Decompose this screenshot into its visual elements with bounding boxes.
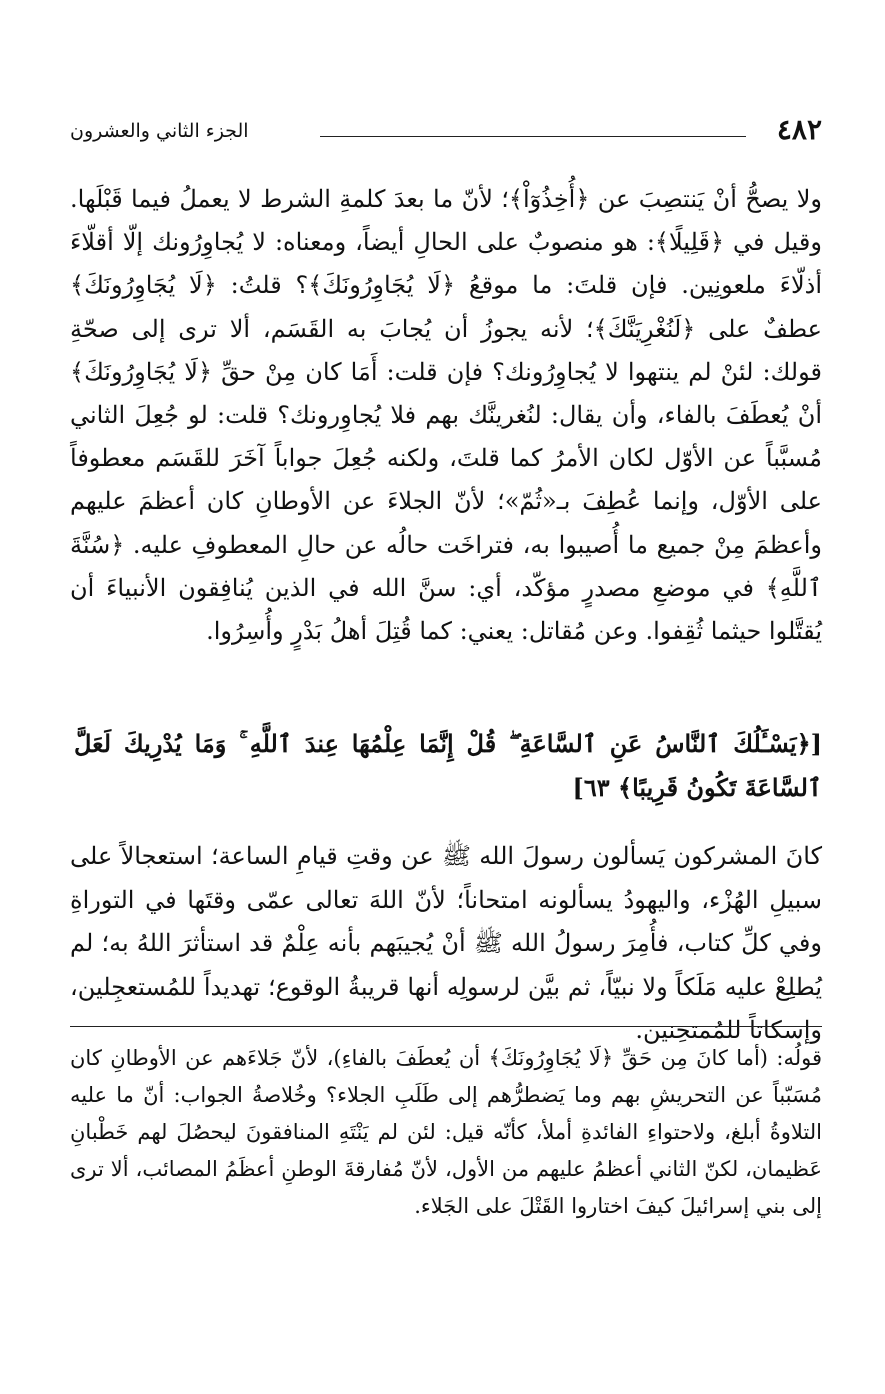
footnote-block [70,1040,822,1225]
commentary-block [70,835,822,1053]
footnote-divider [70,1026,822,1027]
commentary-paragraph: كانَ المشركون يَسألون رسولَ الله ﷺ عن وقتِ قيامِ الساعة؛ استعجالاً على سبيلِ الهُزْء، واليهودُ يسألونه امتحاناً؛ لأنّ اللهَ تعالى عمّى وقتَها في التوراةِ وفي كلِّ كتاب، فأُمِرَ رسولُ الله ﷺ أنْ يُجيبَهم بأنه عِلْمٌ قد استأثرَ اللهُ به؛ لم يُطلِعْ عليه مَلَكاً ولا نبيّاً، ثم بيَّن لرسولِه أنها قريبةُ الوقوع؛ تهديداً للمُستعجِلين، وإسكاتاً للمُمتحِنين. [70,842,822,1044]
running-title: الجزء الثاني والعشرون [70,120,249,142]
main-paragraph: ولا يصحُّ أنْ يَنتصِبَ عن ﴿أُخِذُوٓاْ﴾؛ لأنّ ما بعدَ كلمةِ الشرط لا يعملُ فيما قَبْلَها. وقيل في ﴿قَلِيلًا﴾: هو منصوبٌ على الحالِ أيضاً، ومعناه: لا يُجاوِرُونك إلّا أقلّاءَ أذلّاءَ ملعونِين. فإن قلتَ: ما موقعُ ﴿لَا يُجَاوِرُونَكَ﴾؟ قلتُ: ﴿لَا يُجَاوِرُونَكَ﴾ عطفٌ على ﴿لَنُغْرِيَنَّكَ﴾؛ لأنه يجوزُ أن يُجابَ به القَسَم، ألا ترى إلى صحّةِ قولك: لئنْ لم ينتهوا لا يُجاوِرُونك؟ فإن قلت: أَمَا كان مِنْ حقِّ ﴿لَا يُجَاوِرُونَكَ﴾ أنْ يُعطَفَ بالفاء، وأن يقال: لنُغرينَّك بهم فلا يُجاوِرونك؟ قلت: لو جُعِلَ الثاني مُسبَّباً عن الأوّل لكان الأمرُ كما قلتَ، ولكنه جُعِلَ جواباً آخَرَ للقَسَم معطوفاً على الأوّل، وإنما عُطِفَ بـ«ثُمّ»؛ لأنّ الجلاءَ عن الأوطانِ كان أعظمَ عليهم وأعظمَ مِنْ جميع ما أُصيبوا به، فتراخَت حالُه عن حالِ المعطوفِ عليه. ﴿سُنَّةَ ٱللَّهِ﴾ في موضعِ مصدرٍ مؤكّد، أي: سنَّ الله في الذين يُنافِقون الأنبياءَ أن يُقتَّلوا حيثما ثُقِفوا. وعن مُقاتل: يعني: كما قُتِلَ أهلُ بَدْرٍ وأُسِرُوا. [70,185,823,646]
footnote-paragraph: قولُه: (أما كانَ مِن حَقِّ ﴿لَا يُجَاوِرُونَكَ﴾ أن يُعطَفَ بالفاءِ)، لأنّ جَلاءَهم عن الأوطانِ كان مُسَبّباً عن التحريشِ بهم وما يَضطرُّهم إلى طَلَبِ الجلاء؟ وخُلاصةُ الجواب: أنّ ما عليه التلاوةُ أبلغ، ولاحتواءِ الفائدةِ أملأ، كأنّه قيل: لئن لم يَنْتَهِ المنافقونَ ليحصُلَ لهم خَطْبانِ عَظيمان، لكنّ الثاني أعظمُ عليهم من الأول، لأنّ مُفارقةَ الوطنِ أعظَمُ المصائب، ألا ترى إلى بني إسرائيلَ كيفَ اختاروا القَتْلَ على الجَلاء. [70,1046,822,1218]
page-header [70,112,822,152]
quran-verse: [﴿يَسْـَٔلُكَ ٱلنَّاسُ عَنِ ٱلسَّاعَةِ ۖ قُلْ إِنَّمَا عِلْمُهَا عِندَ ٱللَّهِ ۚ وَمَا يُدْرِيكَ لَعَلَّ ٱلسَّاعَةَ تَكُونُ قَرِيبًا﴾ ٦٣] [74,729,822,802]
header-rule [320,136,746,137]
main-text-block [70,178,822,653]
page-number: ٤٨٢ [776,113,822,146]
